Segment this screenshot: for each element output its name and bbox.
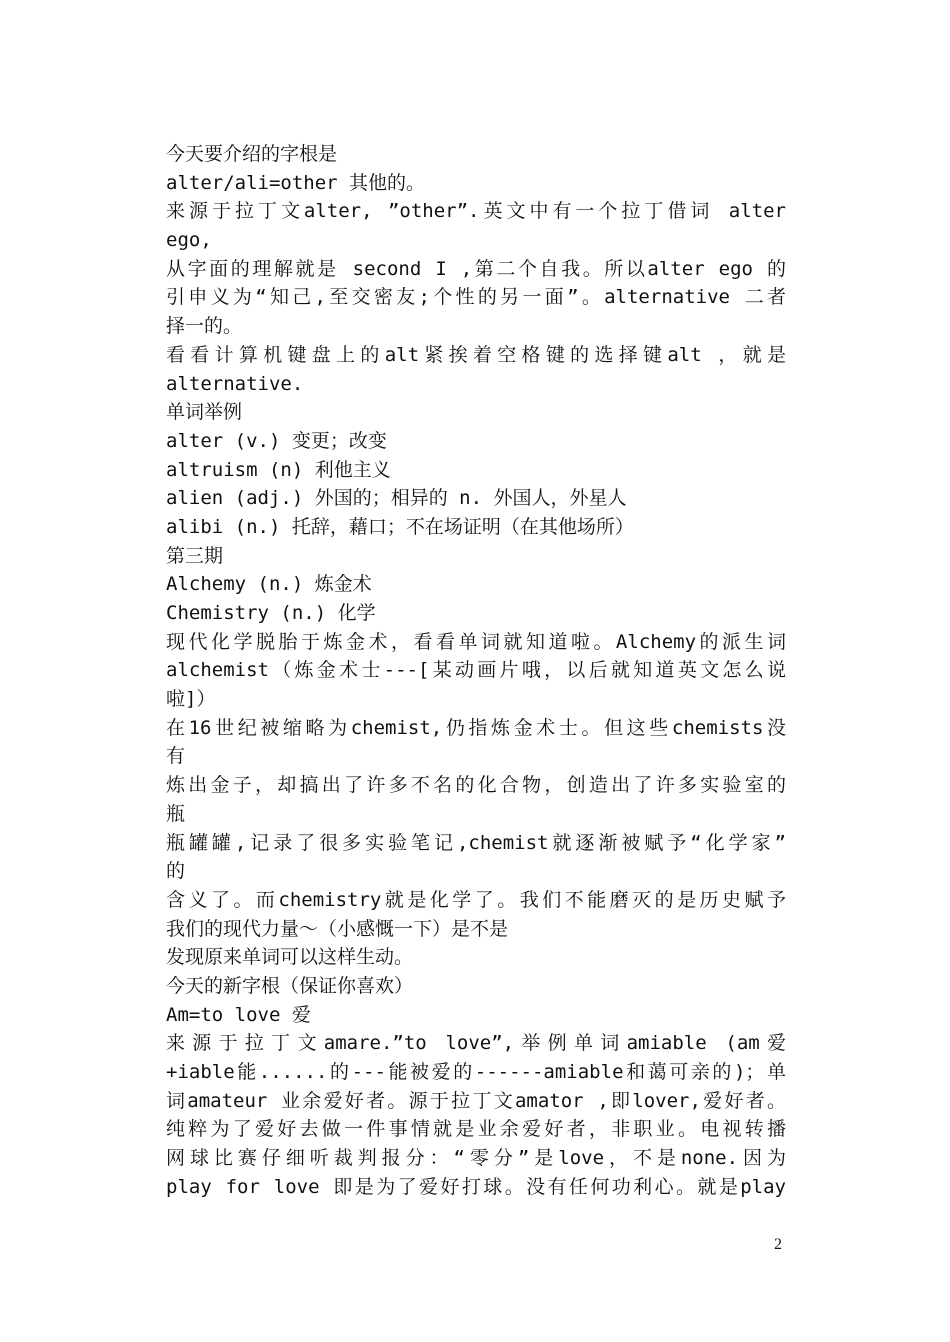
text-line: 瓶罐罐,记录了很多实验笔记,chemist就逐渐被赋予“化学家” [166, 831, 786, 854]
text-line: alien (adj.) 外国的；相异的 n. 外国人，外星人 [166, 487, 627, 510]
page-number: 2 [774, 1236, 782, 1253]
text-line: 发现原来单词可以这样生动。 [166, 946, 414, 969]
text-line: 含义了。而chemistry就是化学了。我们不能磨灭的是历史赋予 [166, 888, 786, 911]
text-line: 我们的现代力量～（小感慨一下）是不是 [166, 917, 509, 940]
text-line: 啦]） [166, 688, 216, 711]
text-line: 从字面的理解就是 second I ,第二个自我。所以alter ego 的 [166, 257, 786, 280]
text-line: play for love 即是为了爱好打球。没有任何功利心。就是play [166, 1175, 786, 1198]
text-line: 瓶 [166, 802, 186, 825]
text-line: +iable能......的---能被爱的------amiable和蔼可亲的)；单 [166, 1061, 786, 1083]
text-line: 的 [166, 860, 186, 883]
text-line: 炼出金子，却搞出了许多不名的化合物，创造出了许多实验室的 [166, 774, 786, 797]
text-line: 来源于拉丁文alter, ”other”.英文中有一个拉丁借词 alter [166, 200, 786, 223]
text-line: alter (v.) 变更；改变 [166, 429, 387, 452]
document-body [166, 140, 786, 1201]
text-line: 来源于拉丁文amare.”to love”,举例单词amiable (am爱 [166, 1032, 786, 1055]
text-line: alternative. [166, 372, 304, 395]
text-line: 引申义为“知己,至交密友;个性的另一面”。alternative 二者 [166, 286, 786, 309]
text-line: alibi (n.) 托辞，藉口；不在场证明（在其他场所） [166, 515, 634, 538]
text-line: alter/ali=other 其他的。 [166, 171, 426, 194]
text-line: 网球比赛仔细听裁判报分：“零分”是love，不是none.因为 [166, 1147, 786, 1170]
text-line: 今天要介绍的字根是 [166, 143, 338, 165]
text-line: 单词举例 [166, 401, 243, 424]
text-line: ego, [166, 229, 212, 252]
text-line: 现代化学脱胎于炼金术，看看单词就知道啦。Alchemy的派生词 [166, 630, 786, 653]
text-line: Chemistry (n.) 化学 [166, 602, 376, 624]
text-line: Am=to love 爱 [166, 1003, 311, 1026]
text-line: Alchemy (n.) 炼金术 [166, 573, 372, 596]
text-line: 第三期 [166, 544, 224, 567]
text-line: alchemist（炼金术士---[某动画片哦，以后就知道英文怎么说 [166, 659, 786, 682]
text-line: 有 [166, 745, 186, 768]
text-line: 纯粹为了爱好去做一件事情就是业余爱好者，非职业。电视转播 [166, 1118, 786, 1141]
text-line: 看看计算机键盘上的alt紧挨着空格键的选择键alt ，就是 [166, 343, 786, 366]
text-line: 择一的。 [166, 315, 243, 338]
text-line: altruism (n) 利他主义 [166, 458, 391, 481]
text-line: 在16世纪被缩略为chemist,仍指炼金术士。但这些chemists没 [166, 716, 786, 739]
text-line: 今天的新字根（保证你喜欢） [166, 974, 414, 997]
text-line: 词amateur 业余爱好者。源于拉丁文amator ,即lover,爱好者。 [166, 1089, 786, 1112]
